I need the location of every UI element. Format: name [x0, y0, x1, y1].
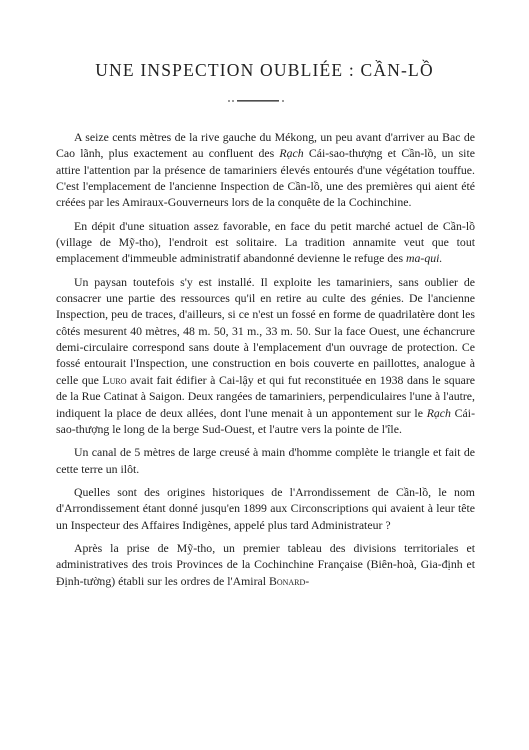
paragraph-1-italic-rach: Rạch — [279, 146, 304, 161]
paragraph-3-text-b: avait fait édifier à Cai-lậy et qui fut reconstituée en 1938 dans le square de la Rue Catinat à Saigon. Deux rangées de tamariniers, perpendiculaires l'une à l'autre, indiquent la place de deux allées, dont l'une menait à un appontement sur le — [56, 372, 475, 420]
paragraph-1-text-a: A seize cents mètres de la rive gauche du Mékong, un peu avant d'arriver au Bac de Cao lãnh, plus exactement au confluent des — [56, 130, 475, 161]
paragraph-3-text-a: Un paysan toutefois s'y est installé. Il exploite les tamariniers, sans oublier de consacrer une partie des ressources qu'il en retire au culte des génies. De l'ancienne Inspection, peu de traces, d'ailleurs, si ce n'est un fossé en forme de quadrilatère dont les côtés mesurent 40 mètres, 48 m. 50, 31 m., 33 m. 50. Sur la face Ouest, une échancrure demi-circulaire correspond sans doute à l'emplacement d'un ouvrage de protection. Ce fossé entourait l'Inspection, une construction en bois couverte en paillottes, analogue à celle que — [56, 274, 475, 387]
paragraph-1-text-b: Cái-sao-thượng et Cần-lồ, un site attire l'attention par la présence de tamariniers élevés entourés d'une végétation touffue. C'est l'emplacement de l'ancienne Inspection de Cần-lồ, une des premières qui aient été créées par les Amiraux-Gouverneurs lors de la conquête de la Cochinchine. — [56, 146, 475, 210]
paragraph-1 — [56, 129, 475, 211]
paragraph-6 — [56, 540, 475, 589]
paragraph-6-smallcaps-bonard: Bonard — [268, 573, 306, 588]
paragraph-3-italic-rach: Rạch — [426, 405, 451, 420]
article-body — [56, 129, 475, 596]
paragraph-2-text-a: En dépit d'une situation assez favorable, en face du petit marché actuel de Cần-lồ (village de Mỹ-tho), l'endroit est solitaire. La tradition annamite veut que tout emplacement d'immeuble administratif abandonné devienne le refuge des — [56, 218, 475, 266]
paragraph-6-text-a: Après la prise de Mỹ-tho, un premier tableau des divisions territoriales et administratives des trois Provinces de la Cochinchine Française (Biên-hoà, Gia-định et Định-tường) établi sur les ordres de l'Amiral — [56, 540, 475, 588]
title-ornament — [228, 99, 288, 103]
paragraph-3-text-c: Cái-sao-thượng le long de la berge Sud-Ouest, et l'autre vers la pointe de l'île. — [56, 405, 475, 436]
paragraph-4: Un canal de 5 mètres de large creusé à main d'homme complète le triangle et fait de cette terre un ilôt. — [56, 445, 475, 476]
page-title: UNE INSPECTION OUBLIÉE : CẦN-LỒ — [95, 60, 434, 80]
paragraph-2-italic-ma-qui: ma-qui. — [406, 251, 443, 266]
divider-rule-icon — [228, 99, 288, 103]
paragraph-5: Quelles sont des origines historiques de l'Arrondissement de Cần-lồ, le nom d'Arrondissement étant donné jusqu'en 1899 aux Circonscriptions qui avaient à leur tête un Inspecteur des Affaires Indigènes, appelé plus tard Administrateur ? — [56, 484, 475, 532]
paragraph-6-text-b: - — [305, 573, 310, 588]
paragraph-3 — [56, 274, 475, 437]
paragraph-3-smallcaps-luro: Luro — [102, 372, 127, 387]
paragraph-2 — [56, 218, 475, 267]
